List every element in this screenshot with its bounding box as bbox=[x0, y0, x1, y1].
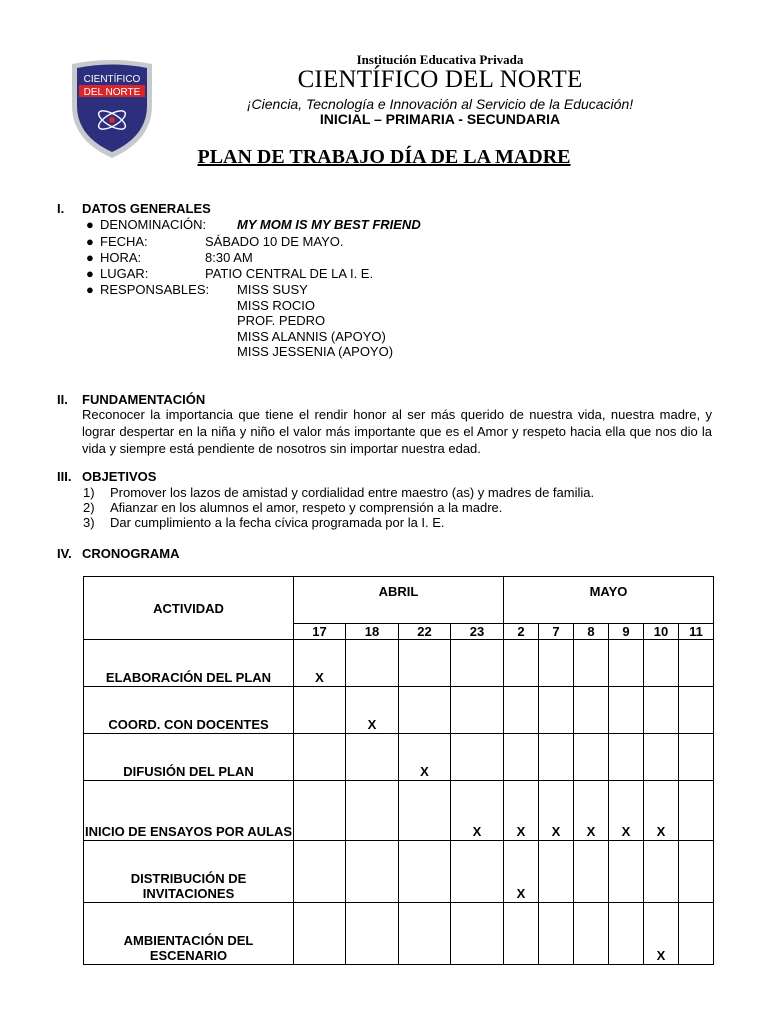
section-1-title: DATOS GENERALES bbox=[82, 201, 211, 216]
schedule-mark-cell bbox=[574, 687, 609, 734]
bullet-icon: ● bbox=[86, 250, 94, 265]
schedule-mark-cell bbox=[399, 640, 451, 687]
bullet-icon: ● bbox=[86, 217, 94, 232]
activity-cell: ELABORACIÓN DEL PLAN bbox=[84, 640, 294, 687]
schedule-mark-cell bbox=[539, 734, 574, 781]
logo-text-line1: CIENTÍFICO bbox=[83, 74, 141, 85]
section-1-number: I. bbox=[57, 201, 65, 216]
document-title bbox=[0, 146, 768, 169]
fundamentacion-text: Reconocer la importancia que tiene el rendir honor al ser más querido de nuestra vida, nuestra madre, y lograr despertar en la niña y niño el valor más importante que es el Amor y respeto hacia ella que nos dio la vida y siempre está pendiente de nosotros sin importar nuestra edad. bbox=[82, 407, 712, 456]
schedule-mark-cell: X bbox=[504, 781, 539, 841]
bullet-icon: ● bbox=[86, 234, 94, 249]
section-2-number: II. bbox=[57, 392, 68, 407]
schedule-mark-cell bbox=[346, 903, 399, 965]
motto: ¡Ciencia, Tecnología e Innovación al Servicio de la Educación! bbox=[246, 96, 634, 112]
schedule-table bbox=[83, 576, 714, 965]
schedule-row bbox=[84, 903, 714, 965]
day-header: 18 bbox=[346, 624, 399, 640]
denominacion-label: DENOMINACIÓN: bbox=[100, 217, 207, 232]
schedule-mark-cell bbox=[294, 841, 346, 903]
schedule-mark-cell bbox=[399, 687, 451, 734]
schedule-mark-cell bbox=[451, 903, 504, 965]
day-header: 8 bbox=[574, 624, 609, 640]
schedule-mark-cell bbox=[399, 903, 451, 965]
schedule-mark-cell: X bbox=[346, 687, 399, 734]
day-header: 11 bbox=[679, 624, 714, 640]
schedule-mark-cell bbox=[679, 687, 714, 734]
schedule-mark-cell bbox=[609, 687, 644, 734]
schedule-row bbox=[84, 781, 714, 841]
schedule-mark-cell: X bbox=[294, 640, 346, 687]
schedule-mark-cell bbox=[346, 841, 399, 903]
schedule-mark-cell bbox=[679, 903, 714, 965]
schedule-row bbox=[84, 687, 714, 734]
denominacion-value: MY MOM IS MY BEST FRIEND bbox=[237, 217, 421, 232]
lugar-value: PATIO CENTRAL DE LA I. E. bbox=[205, 266, 374, 281]
activity-header: ACTIVIDAD bbox=[84, 577, 294, 640]
schedule-mark-cell bbox=[346, 734, 399, 781]
schedule-mark-cell bbox=[504, 903, 539, 965]
schedule-mark-cell bbox=[644, 841, 679, 903]
schedule-mark-cell bbox=[451, 640, 504, 687]
schedule-mark-cell: X bbox=[504, 841, 539, 903]
day-header: 10 bbox=[644, 624, 679, 640]
schedule-mark-cell bbox=[294, 734, 346, 781]
institution-name: CIENTÍFICO DEL NORTE bbox=[297, 66, 583, 93]
objective-number: 3) bbox=[83, 515, 95, 530]
schedule-mark-cell bbox=[574, 903, 609, 965]
schedule-mark-cell: X bbox=[644, 781, 679, 841]
schedule-mark-cell bbox=[574, 841, 609, 903]
schedule-mark-cell bbox=[399, 841, 451, 903]
objective-number: 2) bbox=[83, 500, 95, 515]
responsable-item: PROF. PEDRO bbox=[237, 313, 326, 328]
day-header: 22 bbox=[399, 624, 451, 640]
document-title-text: PLAN DE TRABAJO DÍA DE LA MADRE bbox=[197, 146, 571, 168]
schedule-mark-cell bbox=[609, 903, 644, 965]
schedule-row bbox=[84, 640, 714, 687]
schedule-mark-cell bbox=[644, 687, 679, 734]
day-header: 17 bbox=[294, 624, 346, 640]
schedule-mark-cell bbox=[679, 841, 714, 903]
month-header: MAYO bbox=[504, 577, 714, 624]
schedule-mark-cell bbox=[609, 734, 644, 781]
schedule-mark-cell bbox=[451, 687, 504, 734]
section-4-title: CRONOGRAMA bbox=[82, 546, 180, 561]
schedule-mark-cell bbox=[294, 903, 346, 965]
schedule-mark-cell: X bbox=[451, 781, 504, 841]
schedule-row bbox=[84, 841, 714, 903]
schedule-mark-cell: X bbox=[399, 734, 451, 781]
hora-value: 8:30 AM bbox=[205, 250, 253, 265]
schedule-mark-cell bbox=[574, 734, 609, 781]
activity-cell: COORD. CON DOCENTES bbox=[84, 687, 294, 734]
schedule-mark-cell bbox=[346, 781, 399, 841]
section-4-number: IV. bbox=[57, 546, 72, 561]
schedule-mark-cell bbox=[504, 687, 539, 734]
schedule-mark-cell bbox=[399, 781, 451, 841]
activity-cell: DIFUSIÓN DEL PLAN bbox=[84, 734, 294, 781]
responsable-item: MISS ALANNIS (APOYO) bbox=[237, 329, 386, 344]
schedule-mark-cell bbox=[346, 640, 399, 687]
schedule-mark-cell bbox=[679, 781, 714, 841]
responsables-label: RESPONSABLES: bbox=[100, 282, 210, 297]
schedule-mark-cell bbox=[644, 640, 679, 687]
schedule-mark-cell: X bbox=[574, 781, 609, 841]
objective-text: Afianzar en los alumnos el amor, respeto y comprensión a la madre. bbox=[110, 500, 503, 515]
schedule-mark-cell bbox=[451, 841, 504, 903]
schedule-mark-cell bbox=[294, 781, 346, 841]
activity-cell: DISTRIBUCIÓN DE INVITACIONES bbox=[84, 841, 294, 903]
activity-cell: INICIO DE ENSAYOS POR AULAS bbox=[84, 781, 294, 841]
day-header: 9 bbox=[609, 624, 644, 640]
section-2-title: FUNDAMENTACIÓN bbox=[82, 392, 206, 407]
day-header: 2 bbox=[504, 624, 539, 640]
education-levels: INICIAL – PRIMARIA - SECUNDARIA bbox=[319, 111, 561, 127]
schedule-row bbox=[84, 734, 714, 781]
bullet-icon: ● bbox=[86, 266, 94, 281]
section-3-title: OBJETIVOS bbox=[82, 469, 157, 484]
lugar-label: LUGAR: bbox=[100, 266, 149, 281]
institution-type: Institución Educativa Privada bbox=[356, 52, 524, 67]
objective-number: 1) bbox=[83, 485, 95, 500]
fecha-value: SÁBADO 10 DE MAYO. bbox=[205, 234, 344, 249]
day-header: 7 bbox=[539, 624, 574, 640]
schedule-mark-cell bbox=[294, 687, 346, 734]
schedule-mark-cell bbox=[679, 640, 714, 687]
schedule-mark-cell: X bbox=[609, 781, 644, 841]
responsable-item: MISS SUSY bbox=[237, 282, 308, 297]
schedule-mark-cell bbox=[679, 734, 714, 781]
responsable-item: MISS JESSENIA (APOYO) bbox=[237, 344, 394, 359]
schedule-mark-cell bbox=[644, 734, 679, 781]
schedule-mark-cell: X bbox=[644, 903, 679, 965]
schedule-mark-cell bbox=[574, 640, 609, 687]
bullet-icon: ● bbox=[86, 282, 94, 297]
schedule-mark-cell bbox=[504, 734, 539, 781]
schedule-mark-cell bbox=[609, 841, 644, 903]
schedule-mark-cell bbox=[539, 903, 574, 965]
schedule-mark-cell: X bbox=[539, 781, 574, 841]
objective-text: Dar cumplimiento a la fecha cívica programada por la I. E. bbox=[110, 515, 445, 530]
school-logo bbox=[68, 58, 156, 160]
schedule-mark-cell bbox=[504, 640, 539, 687]
logo-text-line2: DEL NORTE bbox=[83, 87, 141, 98]
hora-label: HORA: bbox=[100, 250, 142, 265]
schedule-mark-cell bbox=[609, 640, 644, 687]
day-header: 23 bbox=[451, 624, 504, 640]
fecha-label: FECHA: bbox=[100, 234, 148, 249]
schedule-mark-cell bbox=[539, 640, 574, 687]
schedule-mark-cell bbox=[539, 841, 574, 903]
schedule-mark-cell bbox=[451, 734, 504, 781]
month-header: ABRIL bbox=[294, 577, 504, 624]
schedule-mark-cell bbox=[539, 687, 574, 734]
section-3-number: III. bbox=[57, 469, 72, 484]
objective-text: Promover los lazos de amistad y cordialidad entre maestro (as) y madres de familia. bbox=[110, 485, 595, 500]
responsable-item: MISS ROCIO bbox=[237, 298, 316, 313]
activity-cell: AMBIENTACIÓN DEL ESCENARIO bbox=[84, 903, 294, 965]
